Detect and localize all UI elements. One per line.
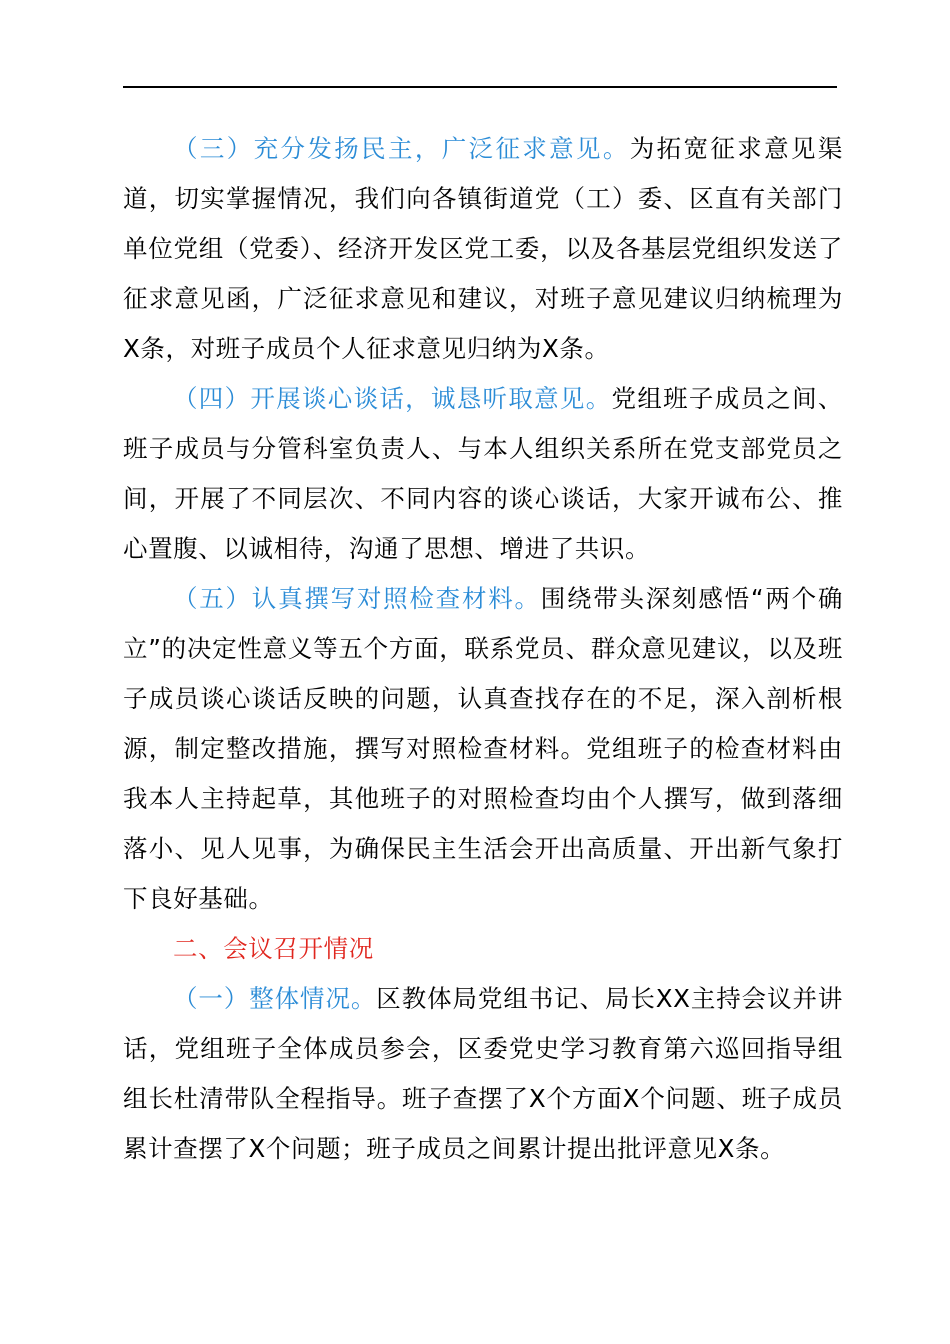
paragraph-heading: （三）充分发扬民主，广泛征求意见。 <box>173 134 630 163</box>
paragraph-section-1 <box>123 974 843 1174</box>
paragraph-heading: （四）开展谈心谈话，诚恳听取意见。 <box>173 384 612 413</box>
document-body <box>123 124 843 1174</box>
section-heading <box>123 924 843 974</box>
paragraph-text: 区教体局党组书记、局长XX主持会议并讲话，党组班子全体成员参会，区委党史学习教育第六巡回指导组组长杜清带队全程指导。班子查摆了X个方面X个问题、班子成员累计查摆了X个问题；班子成员之间累计提出批评意见X条。 <box>123 984 843 1163</box>
paragraph-heading: （一）整体情况。 <box>173 984 377 1013</box>
section-heading-text: 二、会议召开情况 <box>173 934 374 963</box>
paragraph-heading: （五）认真撰写对照检查材料。 <box>173 584 541 613</box>
paragraph-text: 围绕带头深刻感悟“两个确立”的决定性意义等五个方面，联系党员、群众意见建议，以及班子成员谈心谈话反映的问题，认真查找存在的不足，深入剖析根源，制定整改措施，撰写对照检查材料。党组班子的检查材料由我本人主持起草，其他班子的对照检查均由个人撰写，做到落细落小、见人见事，为确保民主生活会开出高质量、开出新气象打下良好基础。 <box>123 584 843 913</box>
paragraph-text: 党组班子成员之间、班子成员与分管科室负责人、与本人组织关系所在党支部党员之间，开展了不同层次、不同内容的谈心谈话，大家开诚布公、推心置腹、以诚相待，沟通了思想、增进了共识。 <box>123 384 843 563</box>
paragraph-5 <box>123 574 843 924</box>
paragraph-3 <box>123 124 843 374</box>
header-rule <box>123 86 837 88</box>
paragraph-4 <box>123 374 843 574</box>
paragraph-text: 为拓宽征求意见渠道，切实掌握情况，我们向各镇街道党（工）委、区直有关部门单位党组（党委）、经济开发区党工委，以及各基层党组织发送了征求意见函，广泛征求意见和建议，对班子意见建议归纳梳理为X条，对班子成员个人征求意见归纳为X条。 <box>123 134 843 363</box>
